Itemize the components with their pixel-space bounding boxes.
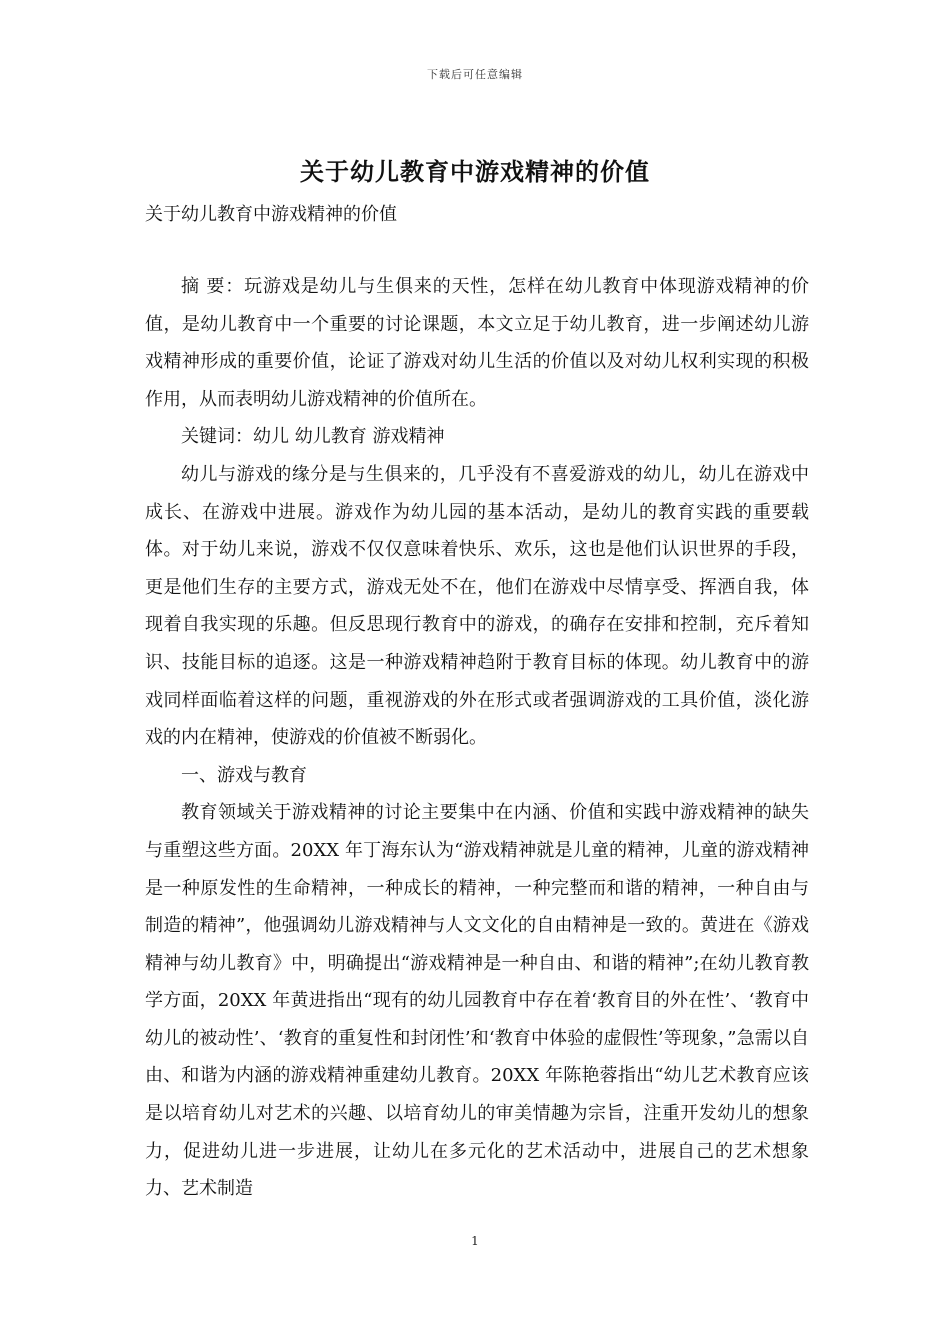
document-subtitle: 关于幼儿教育中游戏精神的价值	[145, 204, 397, 225]
document-body	[145, 268, 809, 1208]
section-heading: 一、游戏与教育	[181, 764, 307, 786]
page-title: 关于幼儿教育中游戏精神的价值	[300, 157, 650, 186]
keywords-paragraph: 关键词：幼儿 幼儿教育 游戏精神	[181, 426, 445, 448]
body-paragraph: 教育领域关于游戏精神的讨论主要集中在内涵、价值和实践中游戏精神的缺失与重塑这些方面。20XX 年丁海东认为“游戏精神就是儿童的精神，儿童的游戏精神是一种原发性的生命精神，一种成长的精神，一种完整而和谐的精神，一种自由与制造的精神”，他强调幼儿游戏精神与人文文化的自由精神是一致的。黄进在《游戏精神与幼儿教育》中，明确提出“游戏精神是一种自由、和谐的精神”;在幼儿教育教学方面，20XX 年黄进指出“现有的幼儿园教育中存在着‘教育目的外在性’、‘教育中幼儿的被动性’、‘教育的重复性和封闭性’和‘教育中体验的虚假性’等现象，”急需以自由、和谐为内涵的游戏精神重建幼儿教育。20XX 年陈艳蓉指出“幼儿艺术教育应该是以培育幼儿对艺术的兴趣、以培育幼儿的审美情趣为宗旨，注重开发幼儿的想象力，促进幼儿进一步进展，让幼儿在多元化的艺术活动中，进展自己的艺术想象力、艺术制造	[145, 802, 809, 1200]
body-paragraph: 幼儿与游戏的缘分是与生俱来的，几乎没有不喜爱游戏的幼儿，幼儿在游戏中成长、在游戏中进展。游戏作为幼儿园的基本活动，是幼儿的教育实践的重要载体。对于幼儿来说，游戏不仅仅意味着快乐、欢乐，这也是他们认识世界的手段，更是他们生存的主要方式，游戏无处不在，他们在游戏中尽情享受、挥洒自我，体现着自我实现的乐趣。但反思现行教育中的游戏，的确存在安排和控制，充斥着知识、技能目标的追逐。这是一种游戏精神趋附于教育目标的体现。幼儿教育中的游戏同样面临着这样的问题，重视游戏的外在形式或者强调游戏的工具价值，淡化游戏的内在精神，使游戏的价值被不断弱化。	[145, 463, 809, 749]
header-note: 下载后可任意编辑	[427, 68, 523, 81]
abstract-paragraph: 摘 要：玩游戏是幼儿与生俱来的天性，怎样在幼儿教育中体现游戏精神的价值，是幼儿教育中一个重要的讨论课题，本文立足于幼儿教育，进一步阐述幼儿游戏精神形成的重要价值，论证了游戏对幼儿生活的价值以及对幼儿权利实现的积极作用，从而表明幼儿游戏精神的价值所在。	[145, 276, 809, 410]
page-number: 1	[471, 1234, 479, 1248]
